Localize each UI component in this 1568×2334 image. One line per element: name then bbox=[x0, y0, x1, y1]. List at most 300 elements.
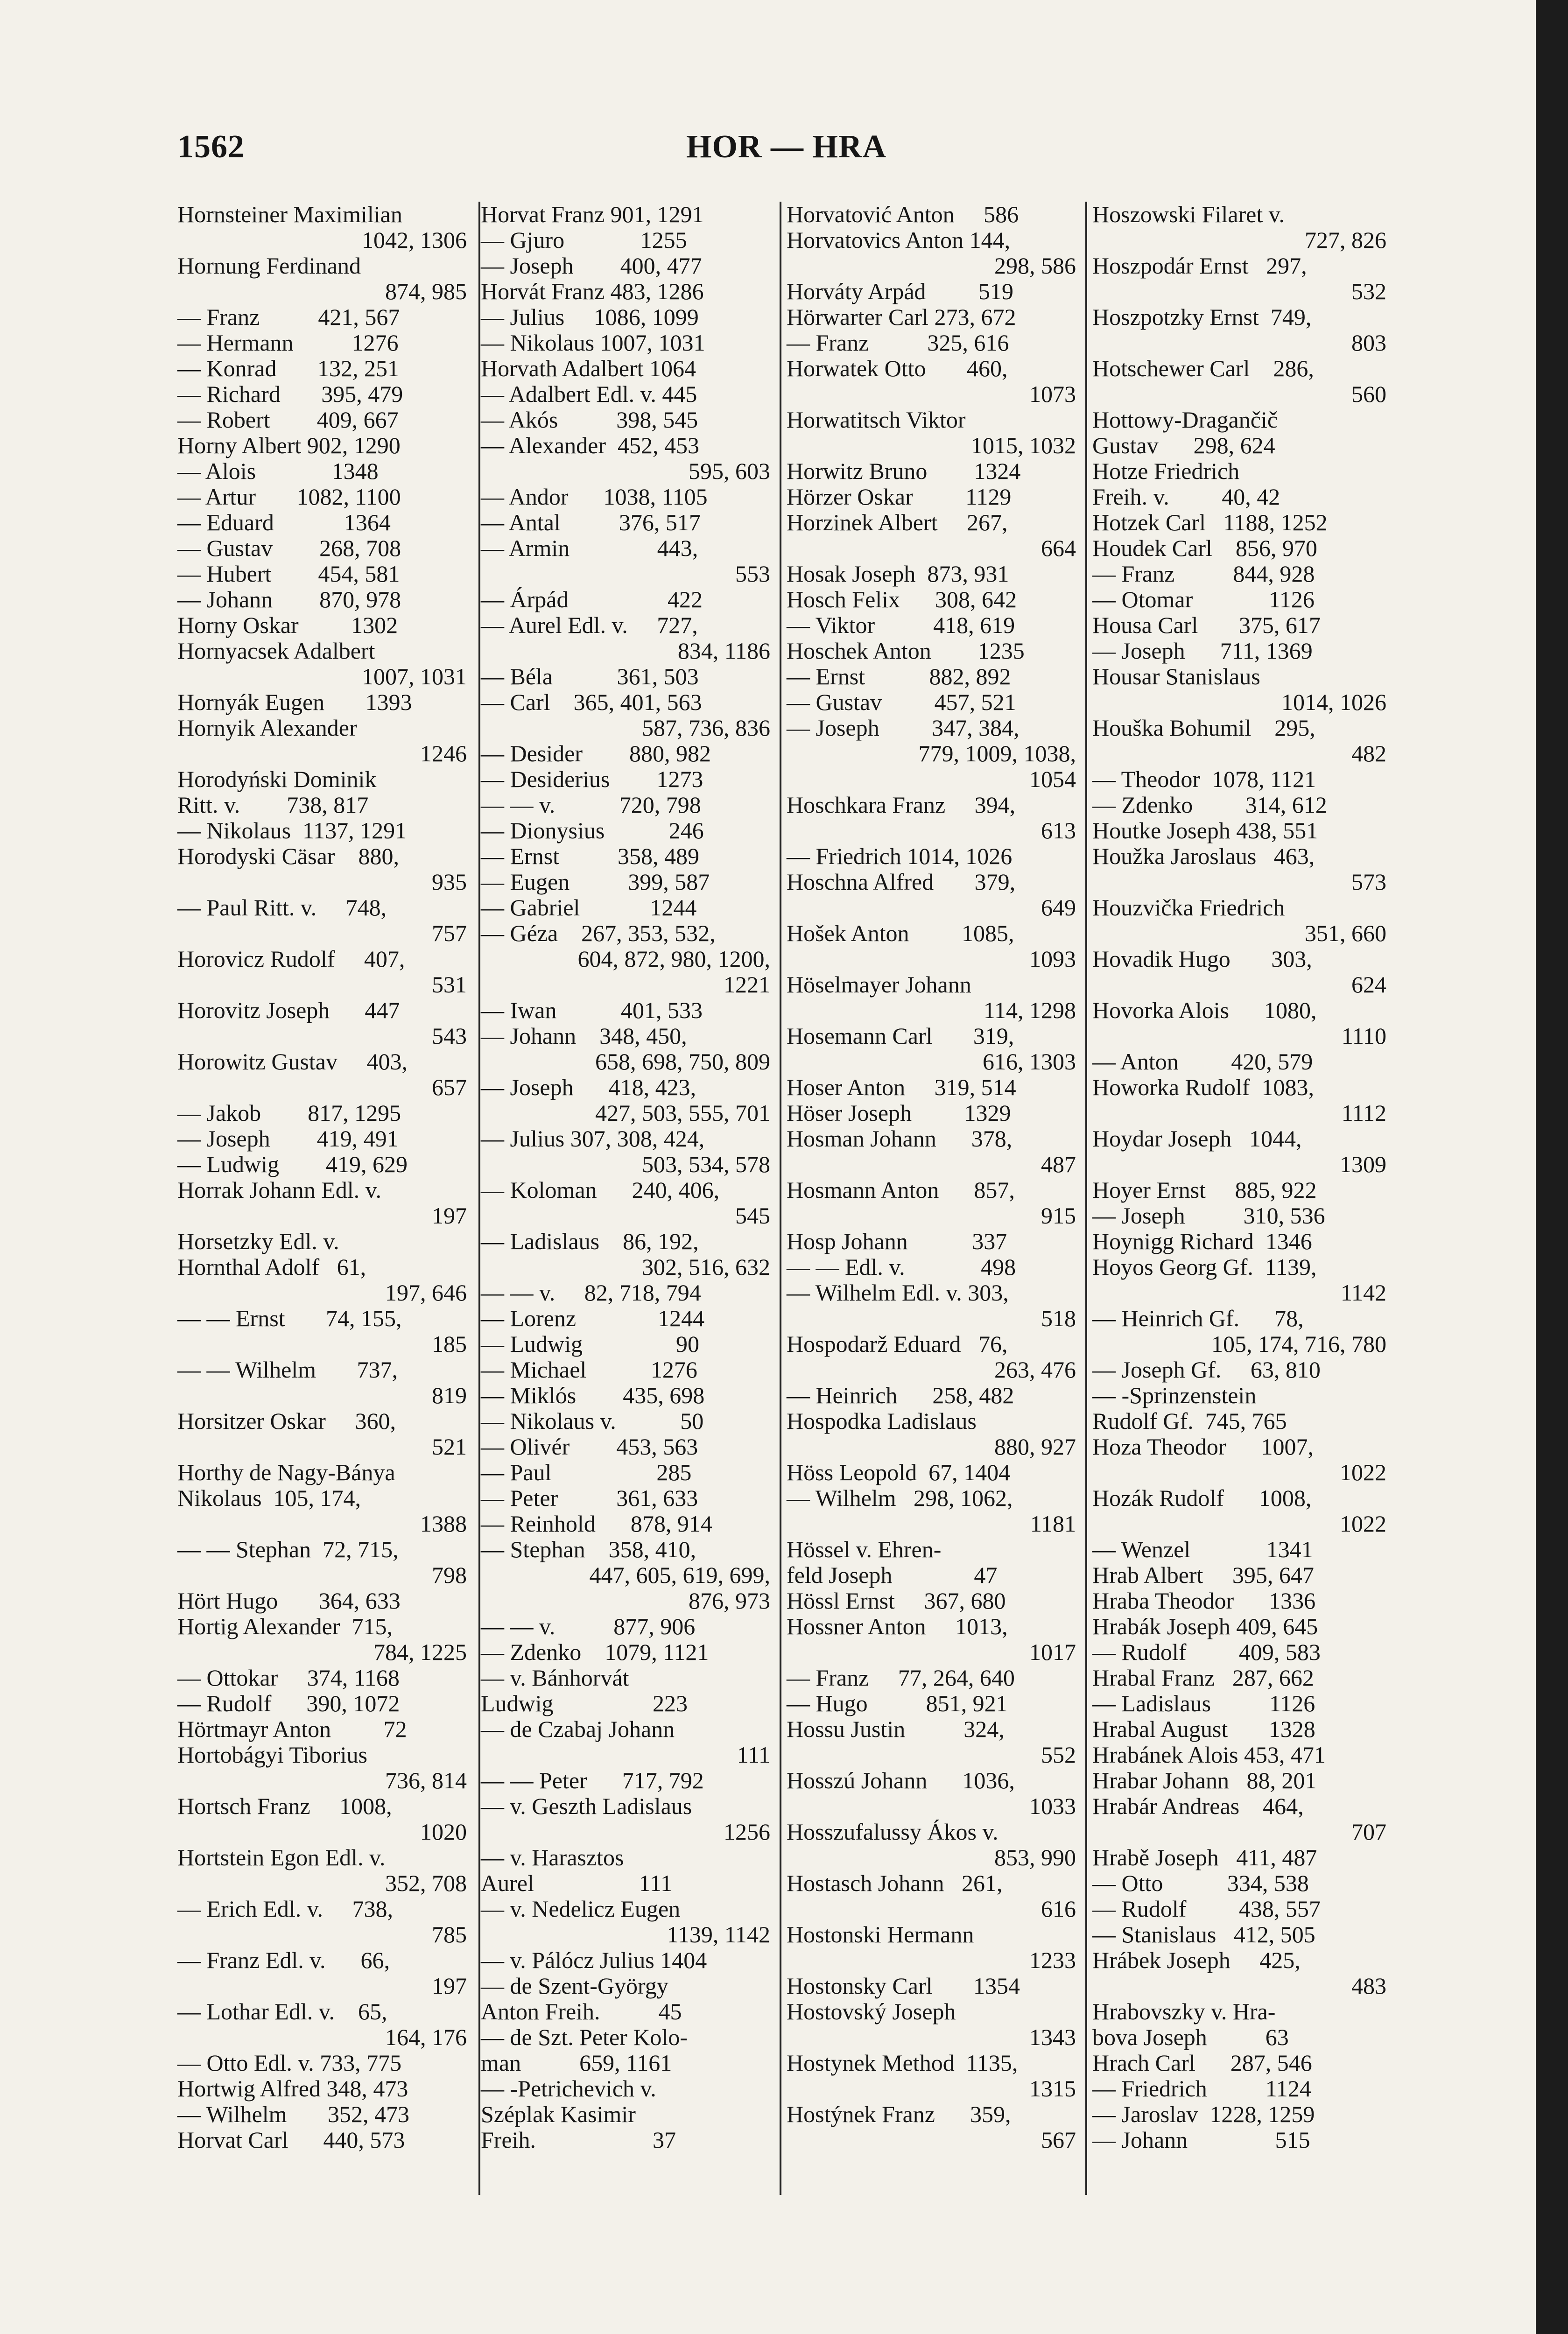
index-line: Ludwig 223 bbox=[481, 1690, 688, 1716]
index-line: 1033 bbox=[1029, 1793, 1076, 1819]
index-line: Hornthal Adolf 61, bbox=[177, 1254, 366, 1280]
index-line: Hortig Alexander 715, bbox=[177, 1613, 393, 1639]
index-line: 649 bbox=[1041, 894, 1076, 921]
index-line: 613 bbox=[1041, 817, 1076, 844]
index-line: Hornsteiner Maximilian bbox=[177, 201, 402, 227]
index-line: Hostynek Method 1135, bbox=[787, 2050, 1018, 2076]
index-line: 798 bbox=[432, 1562, 467, 1588]
index-line: — Stephan 358, 410, bbox=[481, 1536, 696, 1562]
index-line: — Friedrich 1124 bbox=[1092, 2075, 1311, 2102]
index-line: Hrabovszky v. Hra- bbox=[1092, 1998, 1276, 2025]
index-line: — v. Geszth Ladislaus bbox=[481, 1793, 692, 1819]
index-line: — Rudolf 438, 557 bbox=[1092, 1896, 1321, 1922]
index-line: Hössl Ernst 367, 680 bbox=[787, 1588, 1006, 1614]
index-line: Houtke Joseph 438, 551 bbox=[1092, 817, 1318, 844]
index-line: — — Wilhelm 737, bbox=[177, 1357, 398, 1383]
index-line: Hossu Justin 324, bbox=[787, 1716, 1005, 1742]
index-line: 1017 bbox=[1029, 1639, 1076, 1665]
index-line: 560 bbox=[1351, 381, 1386, 407]
index-line: Horvát Franz 483, 1286 bbox=[481, 278, 704, 304]
index-line: — Joseph 418, 423, bbox=[481, 1074, 696, 1100]
index-line: 1073 bbox=[1029, 381, 1076, 407]
index-line: 1022 bbox=[1340, 1459, 1386, 1485]
index-line: — Paul Ritt. v. 748, bbox=[177, 894, 387, 921]
index-line: — Paul 285 bbox=[481, 1459, 692, 1485]
index-line: — Ludwig 90 bbox=[481, 1331, 700, 1357]
index-line: — Gustav 457, 521 bbox=[787, 689, 1016, 715]
index-line: 545 bbox=[735, 1202, 770, 1229]
index-line: Housa Carl 375, 617 bbox=[1092, 612, 1321, 638]
index-line: Hostýnek Franz 359, bbox=[787, 2101, 1011, 2127]
index-line: Hotschewer Carl 286, bbox=[1092, 355, 1314, 381]
index-line: — Zdenko 1079, 1121 bbox=[481, 1639, 709, 1665]
index-line: Hoszpodár Ernst 297, bbox=[1092, 253, 1307, 279]
index-line: — Joseph 347, 384, bbox=[787, 715, 1020, 741]
index-line: — Joseph Gf. 63, 810 bbox=[1092, 1357, 1321, 1383]
index-line: — v. Harasztos bbox=[481, 1844, 624, 1870]
index-line: Nikolaus 105, 174, bbox=[177, 1485, 361, 1511]
index-line: 552 bbox=[1041, 1742, 1076, 1768]
index-line: 263, 476 bbox=[994, 1357, 1076, 1383]
index-line: 483 bbox=[1351, 1973, 1386, 1999]
index-line: — Armin 443, bbox=[481, 535, 698, 561]
index-line: 164, 176 bbox=[385, 2024, 467, 2050]
index-column-2 bbox=[481, 202, 770, 2200]
index-line: Hortstein Egon Edl. v. bbox=[177, 1844, 386, 1870]
index-line: Hrabar Johann 88, 201 bbox=[1092, 1767, 1317, 1793]
index-line: — Alexander 452, 453 bbox=[481, 432, 699, 458]
index-line: — Gjuro 1255 bbox=[481, 227, 687, 253]
index-line: — Ladislaus 1126 bbox=[1092, 1690, 1315, 1716]
index-line: 595, 603 bbox=[689, 458, 770, 484]
index-line: 197 bbox=[432, 1202, 467, 1229]
index-line: — Joseph 711, 1369 bbox=[1092, 638, 1313, 664]
index-line: 1054 bbox=[1029, 766, 1076, 792]
page-number: 1562 bbox=[177, 129, 245, 165]
index-line: Hrabár Andreas 464, bbox=[1092, 1793, 1304, 1819]
column-divider-3 bbox=[1085, 202, 1087, 2195]
index-line: Hospodka Ladislaus bbox=[787, 1408, 977, 1434]
index-line: — Hugo 851, 921 bbox=[787, 1690, 1008, 1716]
index-line: Hrabal August 1328 bbox=[1092, 1716, 1315, 1742]
index-line: 779, 1009, 1038, bbox=[918, 740, 1076, 766]
index-line: Hotze Friedrich bbox=[1092, 458, 1240, 484]
index-line: Freih. v. 40, 42 bbox=[1092, 484, 1280, 510]
index-line: Hrabě Joseph 411, 487 bbox=[1092, 1844, 1317, 1870]
index-line: Houdek Carl 856, 970 bbox=[1092, 535, 1317, 561]
index-line: — Gabriel 1244 bbox=[481, 894, 697, 921]
index-line: — Adalbert Edl. v. 445 bbox=[481, 381, 697, 407]
index-line: — Franz 421, 567 bbox=[177, 304, 400, 330]
index-line: Hornung Ferdinand bbox=[177, 253, 361, 279]
index-line: — Lothar Edl. v. 65, bbox=[177, 1998, 387, 2025]
index-line: 803 bbox=[1351, 330, 1386, 356]
index-line: 880, 927 bbox=[994, 1434, 1076, 1460]
index-line: Horodyski Cäsar 880, bbox=[177, 843, 399, 869]
index-line: — Eduard 1364 bbox=[177, 509, 391, 535]
index-line: Hosszú Johann 1036, bbox=[787, 1767, 1015, 1793]
index-line: 532 bbox=[1351, 278, 1386, 304]
index-line: — -Sprinzenstein bbox=[1092, 1382, 1257, 1408]
index-line: 657 bbox=[432, 1074, 467, 1100]
index-line: 915 bbox=[1041, 1202, 1076, 1229]
index-line: Hovorka Alois 1080, bbox=[1092, 997, 1317, 1023]
index-line: Houžka Jaroslaus 463, bbox=[1092, 843, 1315, 869]
index-line: — Johann 348, 450, bbox=[481, 1023, 687, 1049]
index-line: — Ernst 358, 489 bbox=[481, 843, 700, 869]
index-line: Hoza Theodor 1007, bbox=[1092, 1434, 1314, 1460]
index-line: — Géza 267, 353, 532, bbox=[481, 920, 716, 946]
index-line: Freih. 37 bbox=[481, 2127, 676, 2153]
index-line: — Gustav 268, 708 bbox=[177, 535, 401, 561]
index-line: Hoszowski Filaret v. bbox=[1092, 201, 1285, 227]
index-line: — Joseph 310, 536 bbox=[1092, 1202, 1325, 1229]
index-line: Howorka Rudolf 1083, bbox=[1092, 1074, 1314, 1100]
index-line: — Robert 409, 667 bbox=[177, 407, 399, 433]
index-line: Ritt. v. 738, 817 bbox=[177, 792, 369, 818]
index-line: — — Edl. v. 498 bbox=[787, 1254, 1016, 1280]
index-line: Hört Hugo 364, 633 bbox=[177, 1588, 401, 1614]
index-line: — Anton 420, 579 bbox=[1092, 1048, 1313, 1075]
index-line: man 659, 1161 bbox=[481, 2050, 672, 2076]
index-line: — Johann 515 bbox=[1092, 2127, 1310, 2153]
index-line: — -Petrichevich v. bbox=[481, 2075, 656, 2102]
index-line: Hostonsky Carl 1354 bbox=[787, 1973, 1020, 1999]
index-line: — Julius 1086, 1099 bbox=[481, 304, 699, 330]
index-line: Hrab Albert 395, 647 bbox=[1092, 1562, 1314, 1588]
index-line: — Michael 1276 bbox=[481, 1357, 697, 1383]
index-line: 853, 990 bbox=[994, 1844, 1076, 1870]
index-line: — Julius 307, 308, 424, bbox=[481, 1125, 705, 1152]
index-line: Horzinek Albert 267, bbox=[787, 509, 1008, 535]
index-line: — v. Nedelicz Eugen bbox=[481, 1896, 681, 1922]
index-line: — Reinhold 878, 914 bbox=[481, 1511, 712, 1537]
index-line: 785 bbox=[432, 1921, 467, 1947]
index-line: — Wilhelm 298, 1062, bbox=[787, 1485, 1013, 1511]
index-line: — Otto 334, 538 bbox=[1092, 1870, 1309, 1896]
index-line: Hosmann Anton 857, bbox=[787, 1177, 1015, 1203]
index-line: 1110 bbox=[1341, 1023, 1386, 1049]
index-line: Hostasch Johann 261, bbox=[787, 1870, 1003, 1896]
index-line: 604, 872, 980, 1200, bbox=[577, 946, 770, 972]
index-line: Hozák Rudolf 1008, bbox=[1092, 1485, 1312, 1511]
index-line: Hortsch Franz 1008, bbox=[177, 1793, 392, 1819]
index-line: Horvatovics Anton 144, bbox=[787, 227, 1011, 253]
index-line: Hostonski Hermann bbox=[787, 1921, 974, 1947]
column-divider-1 bbox=[478, 202, 480, 2195]
index-line: — v. Pálócz Julius 1404 bbox=[481, 1947, 707, 1973]
index-line: 874, 985 bbox=[385, 278, 467, 304]
index-line: 757 bbox=[432, 920, 467, 946]
index-columns bbox=[177, 202, 1391, 2200]
index-column-1 bbox=[177, 202, 467, 2200]
index-line: — v. Bánhorvát bbox=[481, 1665, 629, 1691]
index-line: 834, 1186 bbox=[677, 638, 770, 664]
index-line: — Olivér 453, 563 bbox=[481, 1434, 698, 1460]
index-line: Hoynigg Richard 1346 bbox=[1092, 1228, 1312, 1254]
index-line: Horvath Adalbert 1064 bbox=[481, 355, 696, 381]
index-line: — — v. 82, 718, 794 bbox=[481, 1279, 701, 1306]
index-line: — Stanislaus 412, 505 bbox=[1092, 1921, 1315, 1947]
index-line: 298, 586 bbox=[994, 253, 1076, 279]
index-line: Houška Bohumil 295, bbox=[1092, 715, 1315, 741]
index-line: — Ladislaus 86, 192, bbox=[481, 1228, 699, 1254]
index-line: 1014, 1026 bbox=[1281, 689, 1386, 715]
index-line: — Peter 361, 633 bbox=[481, 1485, 698, 1511]
index-line: Hössel v. Ehren- bbox=[787, 1536, 942, 1562]
index-line: Anton Freih. 45 bbox=[481, 1998, 682, 2025]
index-line: 573 bbox=[1351, 869, 1386, 895]
index-line: 587, 736, 836 bbox=[642, 715, 770, 741]
index-line: — Ernst 882, 892 bbox=[787, 663, 1011, 689]
index-line: 1112 bbox=[1341, 1100, 1386, 1126]
index-line: — Carl 365, 401, 563 bbox=[481, 689, 702, 715]
index-line: Széplak Kasimir bbox=[481, 2101, 636, 2127]
index-line: Horovicz Rudolf 407, bbox=[177, 946, 405, 972]
index-line: 427, 503, 555, 701 bbox=[595, 1100, 770, 1126]
index-line: — Eugen 399, 587 bbox=[481, 869, 710, 895]
index-line: Hostovský Joseph bbox=[787, 1998, 956, 2025]
index-line: Horrak Johann Edl. v. bbox=[177, 1177, 381, 1203]
index-line: 543 bbox=[432, 1023, 467, 1049]
index-line: 351, 660 bbox=[1305, 920, 1386, 946]
index-line: 197, 646 bbox=[385, 1279, 467, 1306]
index-line: 352, 708 bbox=[385, 1870, 467, 1896]
index-line: Houzvička Friedrich bbox=[1092, 894, 1285, 921]
index-line: 616, 1303 bbox=[983, 1048, 1076, 1075]
index-line: Horsetzky Edl. v. bbox=[177, 1228, 339, 1254]
index-line: Horwatek Otto 460, bbox=[787, 355, 1008, 381]
index-line: 736, 814 bbox=[385, 1767, 467, 1793]
index-line: Hoyer Ernst 885, 922 bbox=[1092, 1177, 1317, 1203]
index-line: — — Ernst 74, 155, bbox=[177, 1305, 402, 1331]
index-line: Hoszpotzky Ernst 749, bbox=[1092, 304, 1312, 330]
index-line: 567 bbox=[1041, 2127, 1076, 2153]
index-line: — Hermann 1276 bbox=[177, 330, 399, 356]
index-line: — Ludwig 419, 629 bbox=[177, 1151, 408, 1177]
index-line: 1020 bbox=[420, 1819, 467, 1845]
index-line: Horváty Arpád 519 bbox=[787, 278, 1014, 304]
index-line: Hortobágyi Tiborius bbox=[177, 1742, 368, 1768]
index-line: 1221 bbox=[724, 971, 770, 998]
index-line: Hoschna Alfred 379, bbox=[787, 869, 1016, 895]
index-line: Hortwig Alfred 348, 473 bbox=[177, 2075, 408, 2102]
index-line: Hosman Johann 378, bbox=[787, 1125, 1013, 1152]
index-line: Hoydar Joseph 1044, bbox=[1092, 1125, 1302, 1152]
index-line: 482 bbox=[1351, 740, 1386, 766]
index-line: — Joseph 400, 477 bbox=[481, 253, 702, 279]
index-line: 1142 bbox=[1340, 1279, 1386, 1306]
index-line: Horny Oskar 1302 bbox=[177, 612, 398, 638]
index-line: — Franz 844, 928 bbox=[1092, 561, 1315, 587]
index-line: 876, 973 bbox=[689, 1588, 770, 1614]
index-line: — Árpád 422 bbox=[481, 586, 703, 612]
index-column-4 bbox=[1092, 202, 1386, 2200]
index-line: — de Szent-György bbox=[481, 1973, 668, 1999]
index-line: Hraba Theodor 1336 bbox=[1092, 1588, 1316, 1614]
index-line: — Richard 395, 479 bbox=[177, 381, 403, 407]
index-line: Housar Stanislaus bbox=[1092, 663, 1260, 689]
index-line: 1315 bbox=[1029, 2075, 1076, 2102]
index-line: Hörtmayr Anton 72 bbox=[177, 1716, 407, 1742]
index-line: Hoschkara Franz 394, bbox=[787, 792, 1016, 818]
index-line: 658, 698, 750, 809 bbox=[595, 1048, 770, 1075]
index-line: — Otto Edl. v. 733, 775 bbox=[177, 2050, 402, 2076]
index-line: — — Stephan 72, 715, bbox=[177, 1536, 399, 1562]
index-line: — de Szt. Peter Kolo- bbox=[481, 2024, 688, 2050]
index-line: Horny Albert 902, 1290 bbox=[177, 432, 401, 458]
index-line: — Hubert 454, 581 bbox=[177, 561, 400, 587]
index-line: 664 bbox=[1041, 535, 1076, 561]
index-line: — Erich Edl. v. 738, bbox=[177, 1896, 393, 1922]
index-line: — Franz 325, 616 bbox=[787, 330, 1009, 356]
index-line: — Franz 77, 264, 640 bbox=[787, 1665, 1015, 1691]
index-line: — Ottokar 374, 1168 bbox=[177, 1665, 400, 1691]
index-line: 1388 bbox=[420, 1511, 467, 1537]
index-line: Hosak Joseph 873, 931 bbox=[787, 561, 1009, 587]
index-line: Hosp Johann 337 bbox=[787, 1228, 1007, 1254]
index-line: Hottowy-Dragančič bbox=[1092, 407, 1278, 433]
index-line: — Nikolaus 1137, 1291 bbox=[177, 817, 407, 844]
index-line: Horvat Franz 901, 1291 bbox=[481, 201, 704, 227]
index-line: 105, 174, 716, 780 bbox=[1211, 1331, 1386, 1357]
index-line: Horwitz Bruno 1324 bbox=[787, 458, 1021, 484]
index-line: — Akós 398, 545 bbox=[481, 407, 698, 433]
index-line: 784, 1225 bbox=[373, 1639, 467, 1665]
index-line: — Heinrich Gf. 78, bbox=[1092, 1305, 1304, 1331]
index-line: Horowitz Gustav 403, bbox=[177, 1048, 408, 1075]
index-line: Aurel 111 bbox=[481, 1870, 673, 1896]
index-line: — Dionysius 246 bbox=[481, 817, 704, 844]
index-line: 1139, 1142 bbox=[667, 1921, 770, 1947]
index-line: — Alois 1348 bbox=[177, 458, 379, 484]
index-line: Hovadik Hugo 303, bbox=[1092, 946, 1312, 972]
index-line: — Koloman 240, 406, bbox=[481, 1177, 720, 1203]
index-line: Horvat Carl 440, 573 bbox=[177, 2127, 405, 2153]
index-line: — — v. 877, 906 bbox=[481, 1613, 696, 1639]
index-line: 1181 bbox=[1030, 1511, 1076, 1537]
index-line: — Konrad 132, 251 bbox=[177, 355, 399, 381]
index-line: — Joseph 419, 491 bbox=[177, 1125, 399, 1152]
index-line: Hörwarter Carl 273, 672 bbox=[787, 304, 1016, 330]
index-line: Hosszufalussy Ákos v. bbox=[787, 1819, 998, 1845]
index-line: — Wilhelm 352, 473 bbox=[177, 2101, 410, 2127]
index-line: 302, 516, 632 bbox=[642, 1254, 770, 1280]
index-line: — Heinrich 258, 482 bbox=[787, 1382, 1014, 1408]
index-line: — Franz Edl. v. 66, bbox=[177, 1947, 390, 1973]
index-line: 518 bbox=[1041, 1305, 1076, 1331]
index-line: Horwatitsch Viktor bbox=[787, 407, 966, 433]
index-line: Horovitz Joseph 447 bbox=[177, 997, 400, 1023]
index-line: Horodyński Dominik bbox=[177, 766, 377, 792]
index-line: — Iwan 401, 533 bbox=[481, 997, 703, 1023]
index-line: Hoser Anton 319, 514 bbox=[787, 1074, 1016, 1100]
index-line: 487 bbox=[1041, 1151, 1076, 1177]
index-line: Horsitzer Oskar 360, bbox=[177, 1408, 396, 1434]
index-line: Horthy de Nagy-Bánya bbox=[177, 1459, 395, 1485]
index-line: 1246 bbox=[420, 740, 467, 766]
index-line: — Béla 361, 503 bbox=[481, 663, 699, 689]
column-divider-2 bbox=[780, 202, 781, 2195]
index-line: 707 bbox=[1351, 1819, 1386, 1845]
index-line: 616 bbox=[1041, 1896, 1076, 1922]
index-line: — Wilhelm Edl. v. 303, bbox=[787, 1279, 1009, 1306]
index-line: — — Peter 717, 792 bbox=[481, 1767, 704, 1793]
index-line: Hosemann Carl 319, bbox=[787, 1023, 1014, 1049]
index-line: — Johann 870, 978 bbox=[177, 586, 401, 612]
index-line: — Viktor 418, 619 bbox=[787, 612, 1015, 638]
index-line: Rudolf Gf. 745, 765 bbox=[1092, 1408, 1287, 1434]
index-line: — Nikolaus v. 50 bbox=[481, 1408, 704, 1434]
index-line: 447, 605, 619, 699, bbox=[589, 1562, 770, 1588]
index-line: 531 bbox=[432, 971, 467, 998]
index-line: Hosch Felix 308, 642 bbox=[787, 586, 1017, 612]
index-line: bova Joseph 63 bbox=[1092, 2024, 1289, 2050]
index-line: Hornyák Eugen 1393 bbox=[177, 689, 412, 715]
index-line: 1233 bbox=[1029, 1947, 1076, 1973]
index-line: — Miklós 435, 698 bbox=[481, 1382, 705, 1408]
index-line: — Rudolf 390, 1072 bbox=[177, 1690, 400, 1716]
page-title: HOR — HRA bbox=[686, 129, 886, 165]
index-line: Hrach Carl 287, 546 bbox=[1092, 2050, 1312, 2076]
index-line: 503, 534, 578 bbox=[642, 1151, 770, 1177]
index-line: Höss Leopold 67, 1404 bbox=[787, 1459, 1011, 1485]
index-line: — Jakob 817, 1295 bbox=[177, 1100, 401, 1126]
index-line: 624 bbox=[1351, 971, 1386, 998]
index-line: — Aurel Edl. v. 727, bbox=[481, 612, 698, 638]
index-line: 1256 bbox=[724, 1819, 770, 1845]
index-line: — Friedrich 1014, 1026 bbox=[787, 843, 1013, 869]
index-line: Horvatović Anton 586 bbox=[787, 201, 1019, 227]
index-line: — Andor 1038, 1105 bbox=[481, 484, 708, 510]
index-line: — Jaroslav 1228, 1259 bbox=[1092, 2101, 1315, 2127]
index-line: Hrabal Franz 287, 662 bbox=[1092, 1665, 1314, 1691]
index-line: — Desiderius 1273 bbox=[481, 766, 703, 792]
index-line: Hotzek Carl 1188, 1252 bbox=[1092, 509, 1328, 535]
index-line: 1007, 1031 bbox=[362, 663, 467, 689]
index-line: — Wenzel 1341 bbox=[1092, 1536, 1313, 1562]
index-line: — Artur 1082, 1100 bbox=[177, 484, 401, 510]
index-line: Hornyacsek Adalbert bbox=[177, 638, 375, 664]
index-line: — Nikolaus 1007, 1031 bbox=[481, 330, 705, 356]
index-line: 521 bbox=[432, 1434, 467, 1460]
index-line: Hoschek Anton 1235 bbox=[787, 638, 1025, 664]
index-line: 553 bbox=[735, 561, 770, 587]
index-line: 727, 826 bbox=[1305, 227, 1386, 253]
index-line: 111 bbox=[737, 1742, 770, 1768]
index-line: Hrabánek Alois 453, 471 bbox=[1092, 1742, 1326, 1768]
index-line: Hossner Anton 1013, bbox=[787, 1613, 1008, 1639]
index-line: — Desider 880, 982 bbox=[481, 740, 711, 766]
index-line: 1015, 1032 bbox=[971, 432, 1076, 458]
index-line: — — v. 720, 798 bbox=[481, 792, 701, 818]
index-line: Höser Joseph 1329 bbox=[787, 1100, 1011, 1126]
index-line: 1042, 1306 bbox=[362, 227, 467, 253]
index-line: — Theodor 1078, 1121 bbox=[1092, 766, 1316, 792]
index-line: Hörzer Oskar 1129 bbox=[787, 484, 1012, 510]
index-line: Hrábek Joseph 425, bbox=[1092, 1947, 1301, 1973]
index-line: Gustav 298, 624 bbox=[1092, 432, 1275, 458]
index-line: Hospodarž Eduard 76, bbox=[787, 1331, 1008, 1357]
index-line: 197 bbox=[432, 1973, 467, 1999]
index-line: — Otomar 1126 bbox=[1092, 586, 1315, 612]
index-line: — de Czabaj Johann bbox=[481, 1716, 675, 1742]
index-line: Höselmayer Johann bbox=[787, 971, 971, 998]
index-line: — Zdenko 314, 612 bbox=[1092, 792, 1327, 818]
index-line: 114, 1298 bbox=[983, 997, 1076, 1023]
index-line: Hoyos Georg Gf. 1139, bbox=[1092, 1254, 1317, 1280]
index-line: 819 bbox=[432, 1382, 467, 1408]
